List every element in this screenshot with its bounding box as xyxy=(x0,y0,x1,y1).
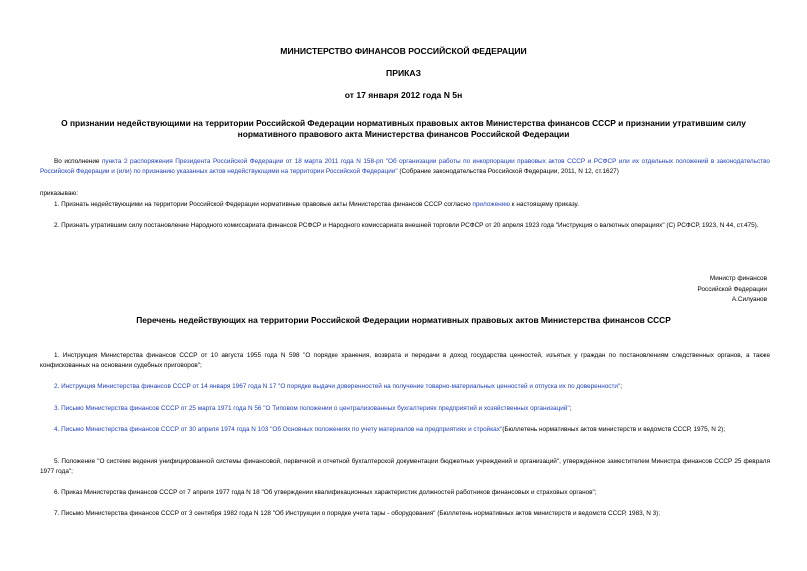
appendix-link[interactable]: приложению xyxy=(472,201,511,208)
list-item-2-tail: ; xyxy=(620,383,623,390)
order-heading: ПРИКАЗ xyxy=(386,68,421,78)
signature-name: А.Силуанов xyxy=(731,296,767,303)
list-item-7: 7. Письмо Министерства финансов СССР от 3 сентября 1982 года N 128 "Об Инструкции о порядке учета тары - оборудования" (Бюллетень нормативных актов министерств и ведомств СССР, 1983, N 3); xyxy=(54,510,661,517)
list-item-2 xyxy=(40,382,770,392)
list-item-3-tail: ; xyxy=(569,405,572,412)
document-title xyxy=(0,118,807,140)
preamble-lead: Во исполнение xyxy=(54,158,102,165)
title-line-1: О признании недействующими на территории Российской Федерации нормативных правовых актов Министерства финансов СССР и признании утратившим силу xyxy=(61,118,746,128)
signature-org: Российской Федерации xyxy=(697,285,767,293)
signature-block xyxy=(698,274,768,306)
order-word: приказываю: xyxy=(40,190,78,197)
preamble-tail: (Собрание законодательства Российской Федерации, 2011, N 12, ст.1627) xyxy=(397,168,619,175)
order-item-2: 2. Признать утратившим силу постановление Народного комиссариата финансов РСФСР и Народного комиссариата внешней торговли РСФСР от 20 апреля 1923 года "Инструкция о валютных операциях" (С) РСФСР, 1923, N 44, ст.475). xyxy=(54,222,759,229)
list-item-4 xyxy=(40,425,770,435)
title-line-2: нормативного правового акта Министерства финансов Российской Федерации xyxy=(237,129,570,139)
item1-tail: к настоящему приказу. xyxy=(510,201,579,208)
ministry-heading: МИНИСТЕРСТВО ФИНАНСОВ РОССИЙСКОЙ ФЕДЕРАЦИИ xyxy=(280,46,527,56)
item1-text: 1. Признать недействующими на территории Российской Федерации нормативные правовые акты Министерства финансов СССР согласно xyxy=(54,201,473,208)
preamble-paragraph xyxy=(40,157,770,177)
signature-position: Министр финансов xyxy=(709,275,767,282)
list-item-1: 1. Инструкция Министерства финансов СССР от 10 августа 1955 года N 598 "О порядке хранения, возврата и передачи в доход государства ценностей, изъятых у граждан по постановлениям следственных органов, а также конфискованных на основании судебных приговоров"; xyxy=(40,352,770,369)
order-item-1 xyxy=(40,200,770,210)
list-title: Перечень недействующих на территории Российской Федерации нормативных правовых актов Министерства финансов СССР xyxy=(136,315,671,325)
list-item-4-tail: (Бюллетень нормативных актов министерств и ведомств СССР, 1975, N 2); xyxy=(502,426,726,433)
decree-link[interactable]: пункта 2 распоряжения Президента Российской Федерации от 18 марта 2011 года N 158-рп "Об организации работы по инкорпорации правовых актов СССР и РСФСР или их отдельных положений в законодательство Российской Федерации и (или) по признанию указанных актов недействующими на территории Российской Федерации" xyxy=(40,158,770,175)
order-date: от 17 января 2012 года N 5н xyxy=(344,90,463,100)
list-item-4-link[interactable]: Письмо Министерства финансов СССР от 30 апреля 1974 года N 103 "Об Основных положениях по учету материалов на предприятиях и стройках" xyxy=(61,426,503,433)
list-item-3 xyxy=(40,404,770,414)
list-item-5: 5. Положение "О системе ведения унифицированной системы финансовой, первичной и отчетной бухгалтерской документации бюджетных учреждений и организаций", утвержденное заместителем Министра финансов СССР 25 февраля 1977 года"; xyxy=(40,458,770,475)
list-item-6: 6. Приказ Министерства финансов СССР от 7 апреля 1977 года N 18 "Об утверждении квалификационных характеристик должностей работников финансовых и страховых органов"; xyxy=(54,489,597,496)
list-item-2-link[interactable]: 2. Инструкция Министерства финансов СССР от 14 января 1967 года N 17 "О порядке выдачи доверенностей на получение товарно-материальных ценностей и отпуска их по доверенности" xyxy=(54,383,621,390)
list-item-3-link[interactable]: 3. Письмо Министерства финансов СССР от 25 марта 1971 года N 56 "О Типовом положении о централизованных бухгалтериях предприятий и хозяйственных организаций" xyxy=(54,405,570,412)
list-item-4-num: 4. xyxy=(54,426,62,433)
